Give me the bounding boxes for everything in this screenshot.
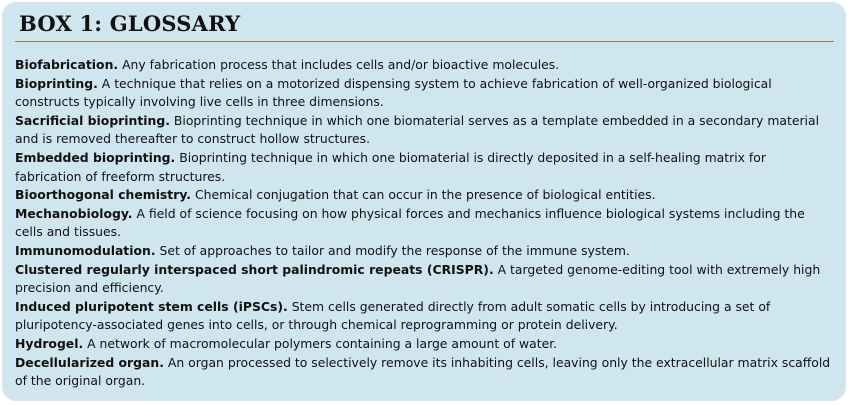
glossary-definition: An organ processed to selectively remove its inhabiting cells, leaving only the extracellular matrix scaffold of the original organ. xyxy=(15,354,831,389)
glossary-term: Embedded bioprinting. xyxy=(15,149,176,165)
glossary-term: Decellularized organ. xyxy=(15,354,164,370)
glossary-term: Clustered regularly interspaced short palindromic repeats (CRISPR). xyxy=(15,261,494,277)
glossary-entry xyxy=(15,335,834,354)
glossary-definition: A technique that relies on a motorized dispensing system to achieve fabrication of well-organized biological constructs typically involving live cells in three dimensions. xyxy=(15,75,772,110)
glossary-term: Immunomodulation. xyxy=(15,242,156,258)
glossary-term: Biofabrication. xyxy=(15,57,119,72)
glossary-definition: Bioprinting technique in which one biomaterial is directly deposited in a self-healing matrix for fabrication of freeform structures. xyxy=(15,149,766,184)
glossary-entry xyxy=(15,186,834,205)
glossary-definition: A targeted genome-editing tool with extremely high precision and efficiency. xyxy=(15,261,821,296)
glossary-entry xyxy=(15,75,834,112)
glossary-term: Induced pluripotent stem cells (iPSCs). xyxy=(15,298,288,314)
glossary-definition: Bioprinting technique in which one biomaterial serves as a template embedded in a secondary material and is removed thereafter to construct hollow structures. xyxy=(15,112,820,147)
glossary-definition: Stem cells generated directly from adult somatic cells by introducing a set of pluripotency-associated genes into cells, or through chemical reprogramming or protein delivery. xyxy=(15,298,771,333)
glossary-entry xyxy=(15,242,834,261)
glossary-definition: A network of macromolecular polymers containing a large amount of water. xyxy=(87,335,558,351)
glossary-term: Bioorthogonal chemistry. xyxy=(15,187,191,203)
glossary-entry xyxy=(15,56,834,75)
glossary-definition: Chemical conjugation that can occur in the presence of biological entities. xyxy=(194,187,656,203)
glossary-term: Mechanobiology. xyxy=(15,205,133,221)
glossary-entry xyxy=(15,149,834,186)
glossary-definition: Set of approaches to tailor and modify the response of the immune system. xyxy=(159,242,630,258)
glossary-term: Hydrogel. xyxy=(15,335,84,351)
glossary-box xyxy=(2,2,846,401)
glossary-entry xyxy=(15,261,834,298)
glossary-definition: Any fabrication process that includes cells and/or bioactive molecules. xyxy=(122,57,560,72)
glossary-entry xyxy=(15,205,834,242)
glossary-term: Bioprinting. xyxy=(15,75,98,91)
glossary-entry xyxy=(15,112,834,149)
glossary-term: Sacrificial bioprinting. xyxy=(15,112,170,128)
glossary-entry xyxy=(15,298,834,335)
glossary-entry xyxy=(15,354,834,391)
box-title: BOX 1: GLOSSARY xyxy=(19,11,241,36)
glossary-definition: A field of science focusing on how physical forces and mechanics influence biological systems including the cells and tissues. xyxy=(15,205,805,240)
glossary-list xyxy=(15,56,834,391)
title-divider xyxy=(15,41,834,42)
